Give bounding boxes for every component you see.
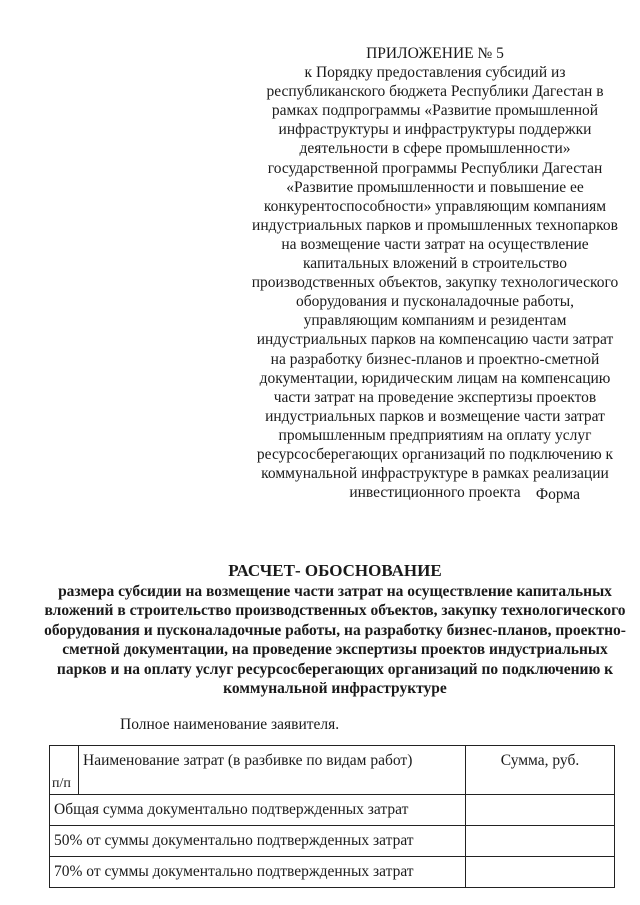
header-name: Наименование затрат (в разбивке по видам работ) <box>79 746 466 795</box>
document-heading <box>40 560 630 698</box>
header-num <box>50 746 79 795</box>
applicant-label: Полное наименование заявителя. <box>120 716 340 733</box>
form-label: Форма <box>535 486 580 503</box>
row-label: 70% от суммы документально подтвержденных затрат <box>50 857 466 888</box>
row-sum[interactable] <box>466 857 615 888</box>
appendix-block <box>250 44 620 502</box>
table-row <box>50 857 615 888</box>
table-header-row <box>50 746 615 795</box>
row-sum[interactable] <box>466 826 615 857</box>
row-sum[interactable] <box>466 795 615 826</box>
row-label: 50% от суммы документально подтвержденных затрат <box>50 826 466 857</box>
table-row <box>50 795 615 826</box>
header-num-label: п/п <box>52 776 71 791</box>
header-sum: Сумма, руб. <box>466 746 615 795</box>
document-title: РАСЧЕТ- ОБОСНОВАНИЕ <box>228 561 442 580</box>
document-subtitle: размера субсидии на возмещение части затрат на осуществление капитальных вложений в строительство производственных объектов, закупку технологического оборудования и пусконаладочные работы, на разработку бизнес-планов, проектно-сметной документации, на проведение экспертизы проектов индустриальных парков и на оплату услуг ресурсосберегающих организаций по подключению к коммунальной инфраструктуре <box>44 583 626 698</box>
appendix-body: к Порядку предоставления субсидий из республиканского бюджета Республики Дагестан в рамках подпрограммы «Развитие промышленной инфраструктуры и инфраструктуры поддержки деятельности в сфере промышленности» государственной программы Республики Дагестан «Развитие промышленности и повышение ее конкурентоспособности» управляющим компаниям индустриальных парков и промышленных технопарков на возмещение части затрат на осуществление капитальных вложений в строительство производственных объектов, закупку технологического оборудования и пусконаладочные работы, управляющим компаниям и резидентам индустриальных парков на компенсацию части затрат на разработку бизнес-планов и проектно-сметной документации, юридическим лицам на компенсацию части затрат на проведение экспертизы проектов индустриальных парков и возмещение части затрат промышленным предприятиям на оплату услуг ресурсосберегающих организаций по подключению к коммунальной инфраструктуре в рамках реализации инвестиционного проекта <box>251 64 619 502</box>
costs-table <box>49 745 615 888</box>
row-label: Общая сумма документально подтвержденных затрат <box>50 795 466 826</box>
appendix-title: ПРИЛОЖЕНИЕ № 5 <box>366 45 504 62</box>
table-row <box>50 826 615 857</box>
